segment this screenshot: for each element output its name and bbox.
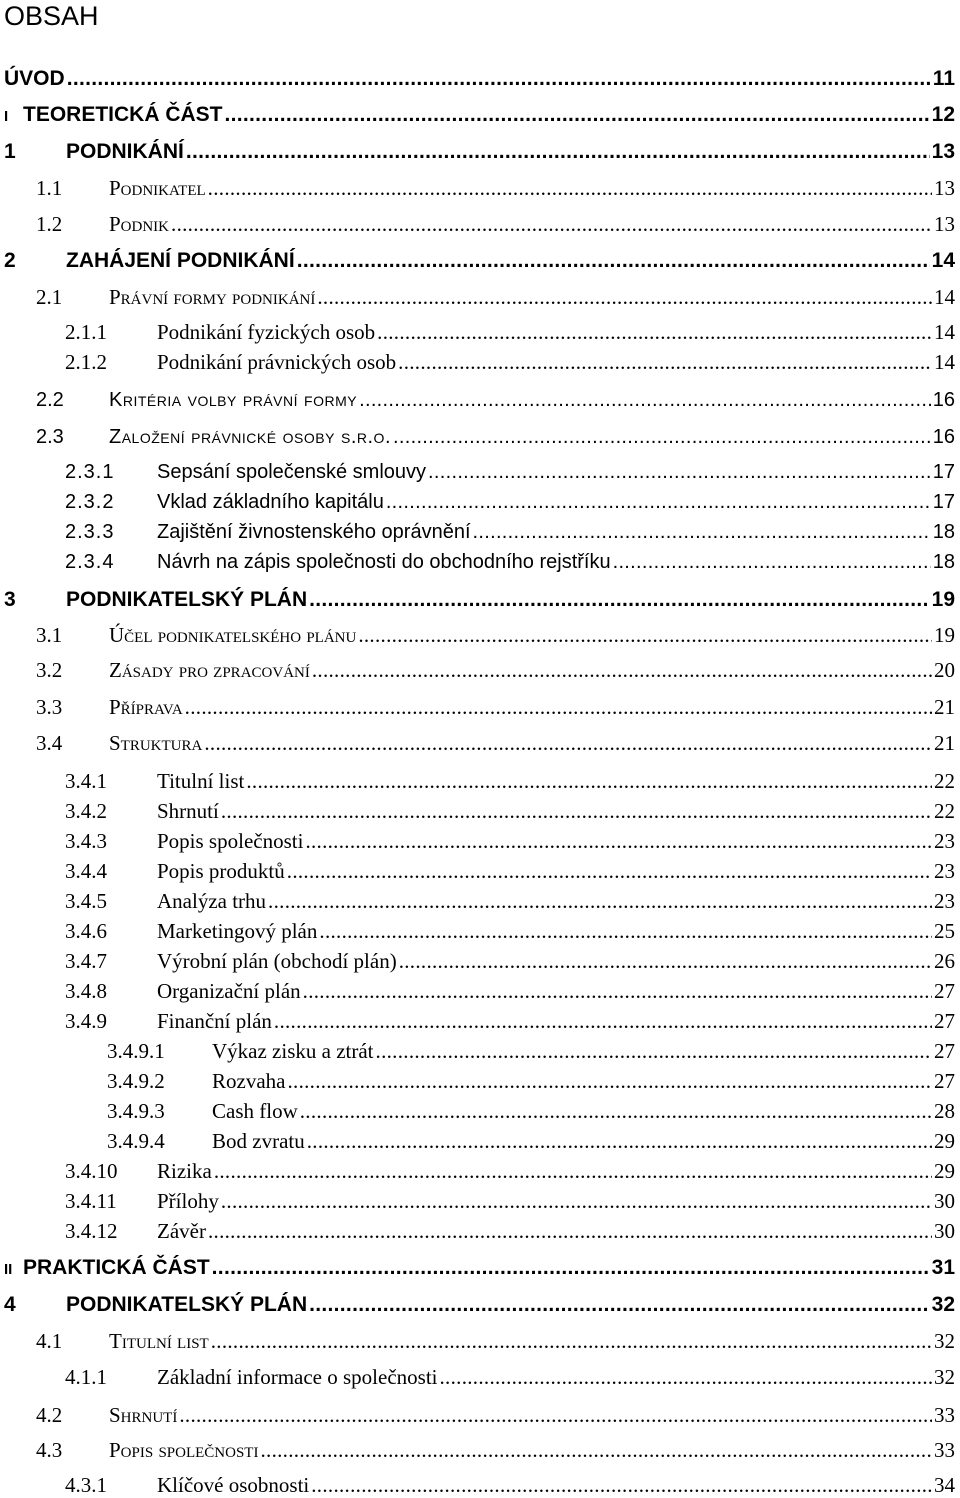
toc-entry-number: 1.2 (36, 212, 63, 236)
toc-entry-number: 3.4.1 (65, 769, 107, 793)
dot-leader (307, 1128, 932, 1154)
toc-entry-number: 3.2 (36, 658, 63, 682)
toc-entry-label: Analýza trhu (157, 889, 267, 913)
toc-entry-page: 22 (934, 799, 955, 823)
toc-entry-label: Založení právnické osoby s.r.o. (109, 426, 392, 448)
toc-entry-subsection[interactable] (65, 459, 955, 485)
dot-leader (211, 1328, 932, 1354)
toc-entry-label: Příprava (109, 695, 183, 719)
toc-entry-page: 11 (932, 67, 955, 90)
toc-entry-label: ÚVOD (4, 67, 65, 90)
dot-leader (221, 798, 932, 824)
toc-entry-label: Klíčové osobnosti (157, 1473, 310, 1497)
toc-entry-label: Účel podnikatelského plánu (109, 623, 357, 647)
toc-entry-number: I (4, 108, 9, 125)
toc-entry-label: Podnikatel (109, 176, 206, 200)
toc-entry-label: PODNIKATELSKÝ PLÁN (66, 1293, 308, 1316)
toc-entry-page: 32 (931, 1293, 955, 1316)
toc-entry-number: 4 (4, 1293, 16, 1316)
toc-entry-subsection[interactable] (65, 798, 955, 824)
toc-entry-subsubsection[interactable] (107, 1098, 955, 1124)
toc-entry-section[interactable] (36, 1437, 955, 1463)
toc-entry-page: 33 (934, 1403, 955, 1427)
dot-leader (214, 1158, 932, 1184)
toc-entry-subsubsection[interactable] (107, 1068, 955, 1094)
dot-leader (225, 102, 930, 128)
dot-leader (428, 459, 931, 485)
dot-leader (297, 248, 930, 274)
toc-entry-page: 23 (934, 859, 955, 883)
toc-entry-page: 21 (934, 695, 955, 719)
toc-entry-label: PRAKTICKÁ ČÁST (23, 1256, 210, 1279)
toc-entry-number: 2.3.2 (65, 491, 115, 513)
dot-leader (274, 1008, 932, 1034)
toc-entry-page: 28 (934, 1099, 955, 1123)
toc-entry-page: 27 (934, 979, 955, 1003)
toc-entry-page: 26 (934, 949, 955, 973)
toc-entry-page: 13 (931, 140, 955, 163)
page-title: OBSAH (4, 1, 99, 31)
toc-entry-subsection[interactable] (65, 948, 955, 974)
dot-leader (171, 211, 932, 237)
dot-leader (393, 424, 931, 450)
toc-entry-number: 3.4.11 (65, 1189, 117, 1213)
toc-entry-label: Popis produktů (157, 859, 285, 883)
toc-entry-number: 3 (4, 588, 16, 611)
dot-leader (67, 66, 931, 92)
dot-leader (287, 1068, 932, 1094)
toc-entry-number: 2.3.4 (65, 551, 115, 573)
toc-entry-page: 29 (934, 1129, 955, 1153)
toc-entry-section[interactable] (36, 387, 955, 413)
toc-entry-subsection[interactable] (65, 519, 955, 545)
toc-entry-number: 1 (4, 140, 16, 163)
toc-entry-subsection[interactable] (65, 549, 955, 575)
toc-entry-number: 2.3.1 (65, 461, 115, 483)
toc-entry-number: 3.4.4 (65, 859, 107, 883)
dot-leader (204, 730, 932, 756)
toc-entry-page: 21 (934, 731, 955, 755)
toc-entry-label: Přílohy (157, 1189, 219, 1213)
toc-entry-label: Základní informace o společnosti (157, 1365, 438, 1389)
toc-entry-number: 1.1 (36, 176, 63, 200)
toc-entry-label: TEORETICKÁ ČÁST (23, 103, 223, 126)
toc-entry-page: 19 (931, 588, 955, 611)
toc-entry-section[interactable] (36, 284, 955, 310)
toc-entry-number: 3.4.9.1 (107, 1039, 165, 1063)
toc-entry-page: 14 (934, 350, 955, 374)
toc-entry-subsection[interactable] (65, 918, 955, 944)
toc-entry-number: 3.4.10 (65, 1159, 118, 1183)
dot-leader (399, 948, 932, 974)
dot-leader (386, 489, 931, 515)
toc-entry-label: Popis společnosti (109, 1438, 259, 1462)
toc-entry-number: 3.4.2 (65, 799, 107, 823)
toc-entry-label: Závěr (157, 1219, 206, 1243)
dot-leader (613, 549, 931, 575)
toc-entry-page: 20 (934, 658, 955, 682)
dot-leader (260, 1437, 932, 1463)
toc-entry-label: Podnik (109, 212, 170, 236)
toc-entry-page: 13 (934, 176, 955, 200)
dot-leader (309, 587, 930, 613)
toc-entry-number: 4.3.1 (65, 1473, 107, 1497)
toc-entry-section[interactable] (36, 730, 955, 756)
dot-leader (398, 349, 932, 375)
toc-entry-label: Titulní list (109, 1329, 209, 1353)
toc-entry-page: 19 (934, 623, 955, 647)
toc-entry-section[interactable] (36, 622, 955, 648)
toc-entry-page: 30 (934, 1219, 955, 1243)
toc-entry-section[interactable] (36, 1402, 955, 1428)
dot-leader (185, 694, 932, 720)
toc-entry-label: Marketingový plán (157, 919, 318, 943)
dot-leader (305, 828, 932, 854)
toc-entry-subsection[interactable] (65, 489, 955, 515)
toc-entry-page: 27 (934, 1009, 955, 1033)
dot-leader (473, 519, 931, 545)
toc-entry-section[interactable] (36, 211, 955, 237)
toc-entry-number: 3.3 (36, 695, 63, 719)
toc-entry-page: 17 (932, 461, 955, 483)
dot-leader (208, 1218, 932, 1244)
toc-entry-number: 2.1.2 (65, 350, 107, 374)
toc-entry-label: Vklad základního kapitálu (157, 491, 384, 513)
toc-entry-subsection[interactable] (65, 319, 955, 345)
dot-leader (303, 978, 932, 1004)
toc-entry-page: 29 (934, 1159, 955, 1183)
toc-entry-label: Kritéria volby právní formy (109, 389, 358, 411)
toc-entry-number: 2.1.1 (65, 320, 107, 344)
toc-entry-subsection[interactable] (65, 349, 955, 375)
toc-entry-label: Rozvaha (212, 1069, 286, 1093)
toc-entry-page: 27 (934, 1039, 955, 1063)
toc-entry-number: 2.1 (36, 285, 63, 309)
toc-entry-label: Sepsání společenské smlouvy (157, 461, 427, 483)
toc-entry-subsection[interactable] (65, 828, 955, 854)
toc-entry-page: 30 (934, 1189, 955, 1213)
toc-entry-section[interactable] (36, 657, 955, 683)
toc-entry-number: 2.2 (36, 389, 64, 411)
dot-leader (212, 1255, 930, 1281)
toc-entry-section[interactable] (36, 694, 955, 720)
dot-leader (359, 387, 931, 413)
toc-entry-number: 4.1 (36, 1329, 63, 1353)
dot-leader (208, 175, 932, 201)
toc-entry-number: 3.4.6 (65, 919, 107, 943)
toc-entry-number: 3.4.12 (65, 1219, 118, 1243)
dot-leader (221, 1188, 932, 1214)
toc-entry-page: 34 (934, 1473, 955, 1497)
toc-entry-number: 3.4.9.3 (107, 1099, 165, 1123)
toc-entry-page: 16 (932, 426, 955, 448)
toc-entry-page: 14 (934, 285, 955, 309)
toc-entry-page: 18 (932, 551, 955, 573)
toc-entry-number: 2.3 (36, 426, 64, 448)
toc-entry-part-2[interactable] (4, 1255, 955, 1281)
toc-entry-label: Právní formy podnikání (109, 285, 316, 309)
toc-entry-label: Zásady pro zpracování (109, 658, 310, 682)
toc-entry-page: 31 (931, 1256, 955, 1279)
toc-entry-label: ZAHÁJENÍ PODNIKÁNÍ (66, 249, 295, 272)
dot-leader (311, 1472, 932, 1498)
toc-entry-label: Finanční plán (157, 1009, 272, 1033)
toc-entry-page: 23 (934, 829, 955, 853)
toc-entry-number: 3.4.9.2 (107, 1069, 165, 1093)
toc-entry-label: Cash flow (212, 1099, 298, 1123)
toc-entry-label: Podnikání fyzických osob (157, 320, 376, 344)
toc-entry-label: Rizika (157, 1159, 212, 1183)
toc-entry-page: 22 (934, 769, 955, 793)
toc-entry-number: 3.4.3 (65, 829, 107, 853)
toc-entry-label: Výkaz zisku a ztrát (212, 1039, 374, 1063)
toc-entry-subsection[interactable] (65, 888, 955, 914)
toc-entry-label: Organizační plán (157, 979, 301, 1003)
dot-leader (309, 1292, 930, 1318)
toc-entry-chapter-4[interactable] (4, 1292, 955, 1318)
toc-entry-number: 3.1 (36, 623, 63, 647)
dot-leader (287, 858, 932, 884)
toc-entry-page: 14 (934, 320, 955, 344)
toc-entry-label: Výrobní plán (obchodí plán) (157, 949, 397, 973)
toc-entry-page: 17 (932, 491, 955, 513)
toc-entry-chapter-2[interactable] (4, 248, 955, 274)
toc-entry-page: 12 (931, 103, 955, 126)
toc-entry-number: 3.4.9.4 (107, 1129, 165, 1153)
toc-entry-label: PODNIKÁNÍ (66, 140, 184, 163)
toc-entry-section[interactable] (36, 424, 955, 450)
toc-entry-page: 33 (934, 1438, 955, 1462)
toc-entry-number: 4.1.1 (65, 1365, 107, 1389)
dot-leader (376, 1038, 932, 1064)
toc-entry-label: Podnikání právnických osob (157, 350, 397, 374)
toc-entry-uvod[interactable] (4, 66, 955, 92)
toc-entry-label: Titulní list (157, 769, 245, 793)
toc-entry-subsection[interactable] (65, 858, 955, 884)
toc-entry-number: 4.2 (36, 1403, 63, 1427)
dot-leader (300, 1098, 932, 1124)
toc-entry-label: Návrh na zápis společnosti do obchodního rejstříku (157, 551, 611, 573)
toc-entry-page: 23 (934, 889, 955, 913)
toc-entry-number: 3.4.8 (65, 979, 107, 1003)
toc-entry-label: Zajištění živnostenského oprávnění (157, 521, 471, 543)
dot-leader (358, 622, 932, 648)
dot-leader (186, 139, 930, 165)
toc-entry-number: 2 (4, 249, 16, 272)
toc-entry-page: 16 (932, 389, 955, 411)
toc-entry-subsection[interactable] (65, 1472, 955, 1498)
toc-entry-chapter-1[interactable] (4, 139, 955, 165)
toc-entry-number: 3.4.7 (65, 949, 107, 973)
dot-leader (268, 888, 932, 914)
toc-entry-subsubsection[interactable] (107, 1128, 955, 1154)
toc-entry-subsection[interactable] (65, 1188, 955, 1214)
dot-leader (319, 918, 932, 944)
toc-entry-label: Bod zvratu (212, 1129, 305, 1153)
toc-entry-label: Popis společnosti (157, 829, 304, 853)
toc-entry-subsubsection[interactable] (107, 1038, 955, 1064)
toc-entry-subsection[interactable] (65, 1364, 955, 1390)
toc-entry-label: Struktura (109, 731, 203, 755)
toc-entry-number: II (4, 1261, 13, 1278)
toc-entry-label: Shrnutí (109, 1403, 178, 1427)
toc-entry-subsection[interactable] (65, 768, 955, 794)
toc-entry-page: 27 (934, 1069, 955, 1093)
toc-entry-page: 25 (934, 919, 955, 943)
dot-leader (246, 768, 932, 794)
toc-entry-part-1[interactable] (4, 102, 955, 128)
dot-leader (312, 657, 932, 683)
toc-entry-number: 3.4.9 (65, 1009, 107, 1033)
toc-entry-page: 32 (934, 1365, 955, 1389)
toc-entry-chapter-3[interactable] (4, 587, 955, 613)
toc-entry-subsection[interactable] (65, 1158, 955, 1184)
toc-entry-subsection[interactable] (65, 1008, 955, 1034)
toc-entry-label: Shrnutí (157, 799, 219, 823)
toc-entry-number: 4.3 (36, 1438, 63, 1462)
dot-leader (440, 1364, 933, 1390)
dot-leader (179, 1402, 932, 1428)
toc-entry-label: PODNIKATELSKÝ PLÁN (66, 588, 308, 611)
toc-entry-subsection[interactable] (65, 1218, 955, 1244)
toc-entry-number: 3.4.5 (65, 889, 107, 913)
dot-leader (377, 319, 932, 345)
toc-entry-number: 3.4 (36, 731, 63, 755)
toc-entry-subsection[interactable] (65, 978, 955, 1004)
toc-entry-page: 18 (932, 521, 955, 543)
toc-entry-section[interactable] (36, 175, 955, 201)
toc-entry-section[interactable] (36, 1328, 955, 1354)
toc-entry-page: 14 (931, 249, 955, 272)
toc-entry-page: 32 (934, 1329, 955, 1353)
toc-entry-page: 13 (934, 212, 955, 236)
toc-entry-number: 2.3.3 (65, 521, 115, 543)
dot-leader (317, 284, 932, 310)
